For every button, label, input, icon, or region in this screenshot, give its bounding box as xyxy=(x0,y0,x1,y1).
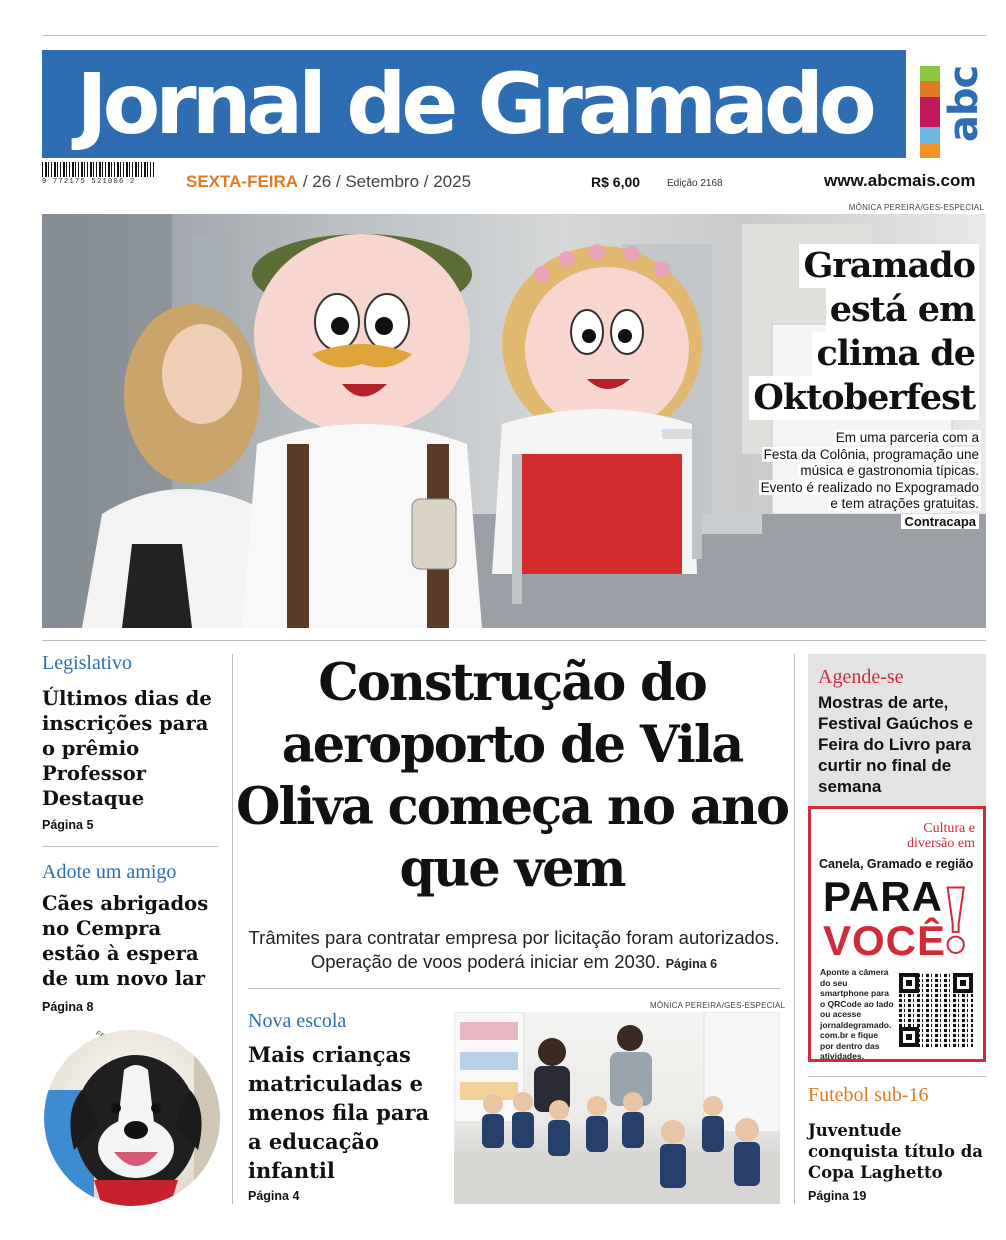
right-column-divider xyxy=(794,654,795,1204)
hero-sub-line: e tem atrações gratuitas. xyxy=(830,496,979,511)
hero-headline[interactable] xyxy=(749,244,979,420)
abc-logo-text: abc xyxy=(941,65,987,143)
para-voce-box[interactable] xyxy=(808,806,986,1062)
hero-photo xyxy=(42,214,986,628)
abc-color-bars xyxy=(920,66,940,158)
weekday: SEXTA-FEIRA xyxy=(186,172,299,191)
legislativo-kicker: Legislativo xyxy=(42,652,132,674)
barcode xyxy=(42,162,154,186)
main-deck-text: Trâmites para contratar empresa por licitação foram autorizados. Operação de voos poderá iniciar em 2030. xyxy=(248,927,780,972)
football-headline[interactable]: Juventude conquista título da Copa Laghetto xyxy=(808,1121,983,1182)
left-column-rule xyxy=(42,846,218,847)
barcode-number: 9 772175 521006 2 xyxy=(42,178,136,186)
website-link[interactable]: www.abcmais.com xyxy=(824,171,976,190)
para-voce-region: Canela, Gramado e região xyxy=(819,857,974,871)
agenda-headline[interactable]: Mostras de arte, Festival Gaúchos e Feira do Livro para curtir no final de semana xyxy=(818,693,973,796)
edition-number: Edição 2168 xyxy=(667,178,723,189)
masthead-title: Jornal de Gramado xyxy=(76,55,872,153)
adote-kicker: Adote um amigo xyxy=(42,861,177,883)
main-headline[interactable]: Construção do aeroporto de Vila Oliva começa no ano que vem xyxy=(236,653,788,899)
legislativo-page-ref: Página 5 xyxy=(42,818,94,832)
school-illustration xyxy=(454,1012,780,1204)
adote-headline[interactable]: Cães abrigados no Cempra estão à espera de um novo lar xyxy=(42,892,209,990)
top-rule xyxy=(42,35,986,36)
hero-sub-line: música e gastronomia típicas. xyxy=(800,463,979,478)
school-page-ref: Página 4 xyxy=(248,1189,300,1203)
masthead xyxy=(42,50,906,158)
agenda-kicker: Agende-se xyxy=(818,666,904,688)
hero-sub-line: Festa da Colônia, programação une xyxy=(763,446,979,462)
date: / 26 / Setembro / 2025 xyxy=(302,172,472,191)
hero-headline-line: Gramado xyxy=(799,244,979,288)
hero-sub-line: Evento é realizado no Expogramado xyxy=(760,479,979,495)
dateline xyxy=(186,172,471,192)
main-rule xyxy=(248,988,780,989)
hero-headline-line: está em xyxy=(826,288,979,332)
hero-page-ref[interactable]: Contracapa xyxy=(901,514,979,529)
dog-photo xyxy=(44,1030,220,1206)
para-voce-tagline: Cultura e diversão em xyxy=(906,821,975,851)
right-column-rule xyxy=(808,1076,986,1077)
barcode-lines xyxy=(42,162,154,177)
hero-sub-line: Em uma parceria com a xyxy=(835,430,979,445)
price: R$ 6,00 xyxy=(591,174,641,190)
adote-page-ref: Página 8 xyxy=(42,1000,94,1014)
hero-subtitle xyxy=(759,430,981,513)
hero-headline-line: clima de xyxy=(812,332,979,376)
school-kicker: Nova escola xyxy=(248,1010,347,1032)
school-photo-credit: MÔNICA PEREIRA/GES-ESPECIAL xyxy=(650,1001,786,1010)
para-voce-word-para: PARA xyxy=(823,873,943,920)
para-voce-instructions: Aponte a câmera do seu smartphone para o QRCode ao lado ou acesse jornaldegramado. com.br e fique por dentro das atividades. xyxy=(820,967,894,1061)
agenda-box xyxy=(808,654,986,824)
hero-headline-line: Oktoberfest xyxy=(749,376,979,420)
school-photo xyxy=(454,1012,780,1204)
section-rule xyxy=(42,640,986,641)
football-kicker: Futebol sub-16 xyxy=(808,1084,929,1106)
qr-code-icon[interactable] xyxy=(899,973,973,1047)
legislativo-headline[interactable]: Últimos dias de inscrições para o prêmio Professor Destaque xyxy=(42,687,212,810)
hero-photo-credit: MÔNICA PEREIRA/GES-ESPECIAL xyxy=(848,203,984,212)
main-page-ref: Página 6 xyxy=(665,957,718,971)
dog-illustration xyxy=(44,1030,220,1206)
abc-logo xyxy=(918,50,986,158)
main-deck xyxy=(240,926,788,976)
para-voce-exclamation: ! xyxy=(936,869,975,973)
football-page-ref: Página 19 xyxy=(808,1189,867,1203)
para-voce-word-voce: VOCÊ xyxy=(823,917,947,964)
school-headline[interactable]: Mais crianças matriculadas e menos fila para a educação infantil xyxy=(248,1042,430,1183)
